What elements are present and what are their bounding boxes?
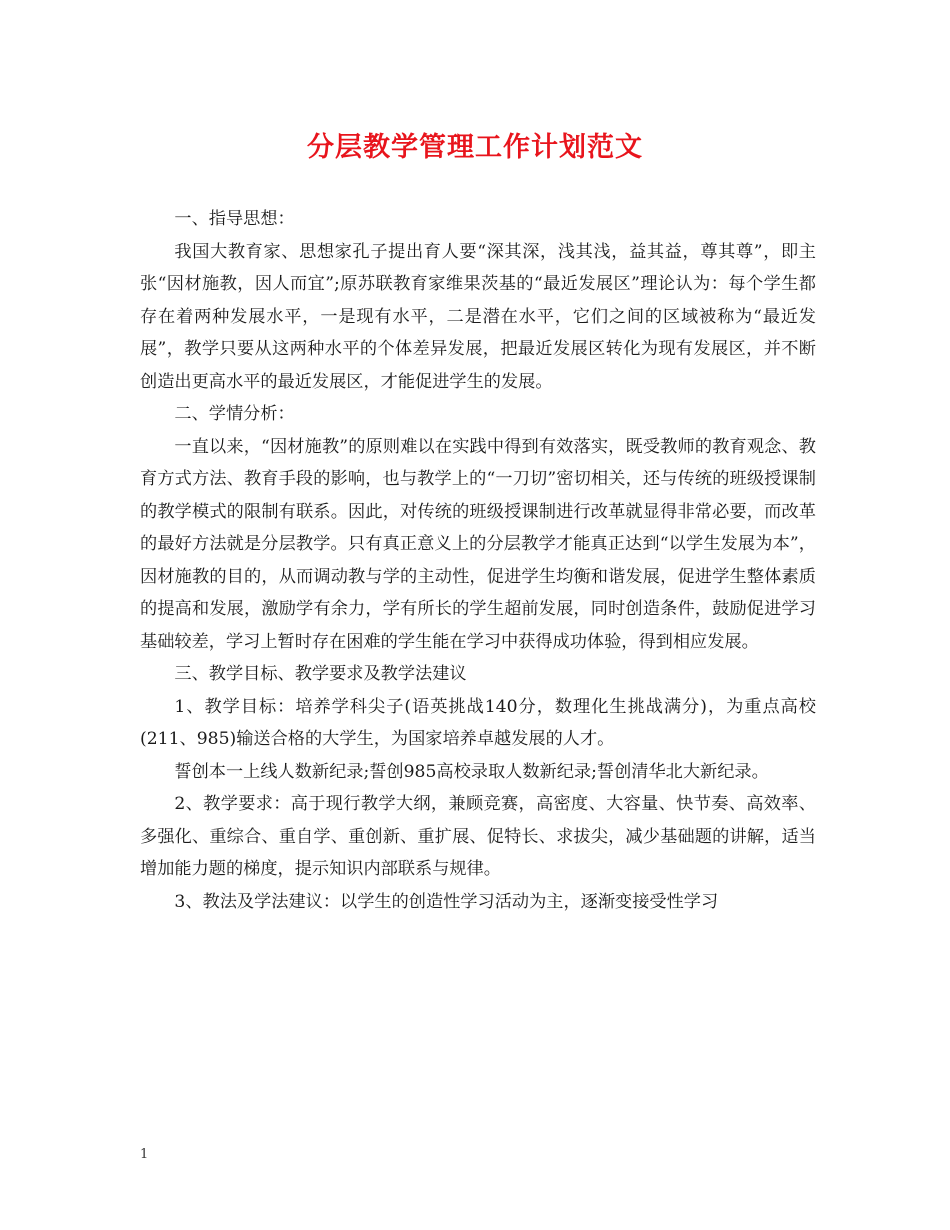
- heading-student-analysis: 二、学情分析：: [174, 404, 295, 424]
- page-number: 1: [140, 1147, 149, 1162]
- paragraph-records: 誓创本一上线人数新纪录;誓创985高校录取人数新纪录;誓创清华北大新纪录。: [174, 761, 769, 782]
- heading-teaching-goals: 三、教学目标、教学要求及教学法建议: [174, 664, 467, 684]
- paragraph-guiding-thought: 我国大教育家、思想家孔子提出育人要“深其深，浅其浅，益其益，尊其尊”，即主张“因材施教，因人而宜”;原苏联教育家维果茨基的“最近发展区”理论认为：每个学生都存在着两种发展水平，一是现有水平，二是潜在水平，它们之间的区域被称为“最近发展”，教学只要从这两种水平的个体差异发展，把最近发展区转化为现有发展区，并不断创造出更高水平的最近发展区，才能促进学生的发展。: [140, 241, 816, 392]
- document-body: [140, 203, 816, 918]
- heading-guiding-thought: 一、指导思想：: [174, 209, 295, 229]
- paragraph-teaching-goal: 1、教学目标：培养学科尖子(语英挑战140分，数理化生挑战满分)，为重点高校(211、985)输送合格的大学生，为国家培养卓越发展的人才。: [140, 696, 816, 749]
- paragraph-teaching-methods: 3、教法及学法建议：以学生的创造性学习活动为主，逐渐变接受性学习: [174, 891, 719, 912]
- paragraph-teaching-requirements: 2、教学要求：高于现行教学大纲，兼顾竞赛，高密度、大容量、快节奏、高效率、多强化、重综合、重自学、重创新、重扩展、促特长、求拔尖，减少基础题的讲解，适当增加能力题的梯度，提示知识内部联系与规律。: [140, 794, 816, 879]
- paragraph-student-analysis: 一直以来，“因材施教”的原则难以在实践中得到有效落实，既受教师的教育观念、教育方式方法、教育手段的影响，也与教学上的“一刀切”密切相关，还与传统的班级授课制的教学模式的限制有联系。因此，对传统的班级授课制进行改革就显得非常必要，而改革的最好方法就是分层教学。只有真正意义上的分层教学才能真正达到“以学生发展为本”，因材施教的目的，从而调动教与学的主动性，促进学生均衡和谐发展，促进学生整体素质的提高和发展，激励学有余力，学有所长的学生超前发展，同时创造条件，鼓励促进学习基础较差，学习上暂时存在困难的学生能在学习中获得成功体验，得到相应发展。: [140, 436, 816, 652]
- document-title: 分层教学管理工作计划范文: [307, 132, 643, 163]
